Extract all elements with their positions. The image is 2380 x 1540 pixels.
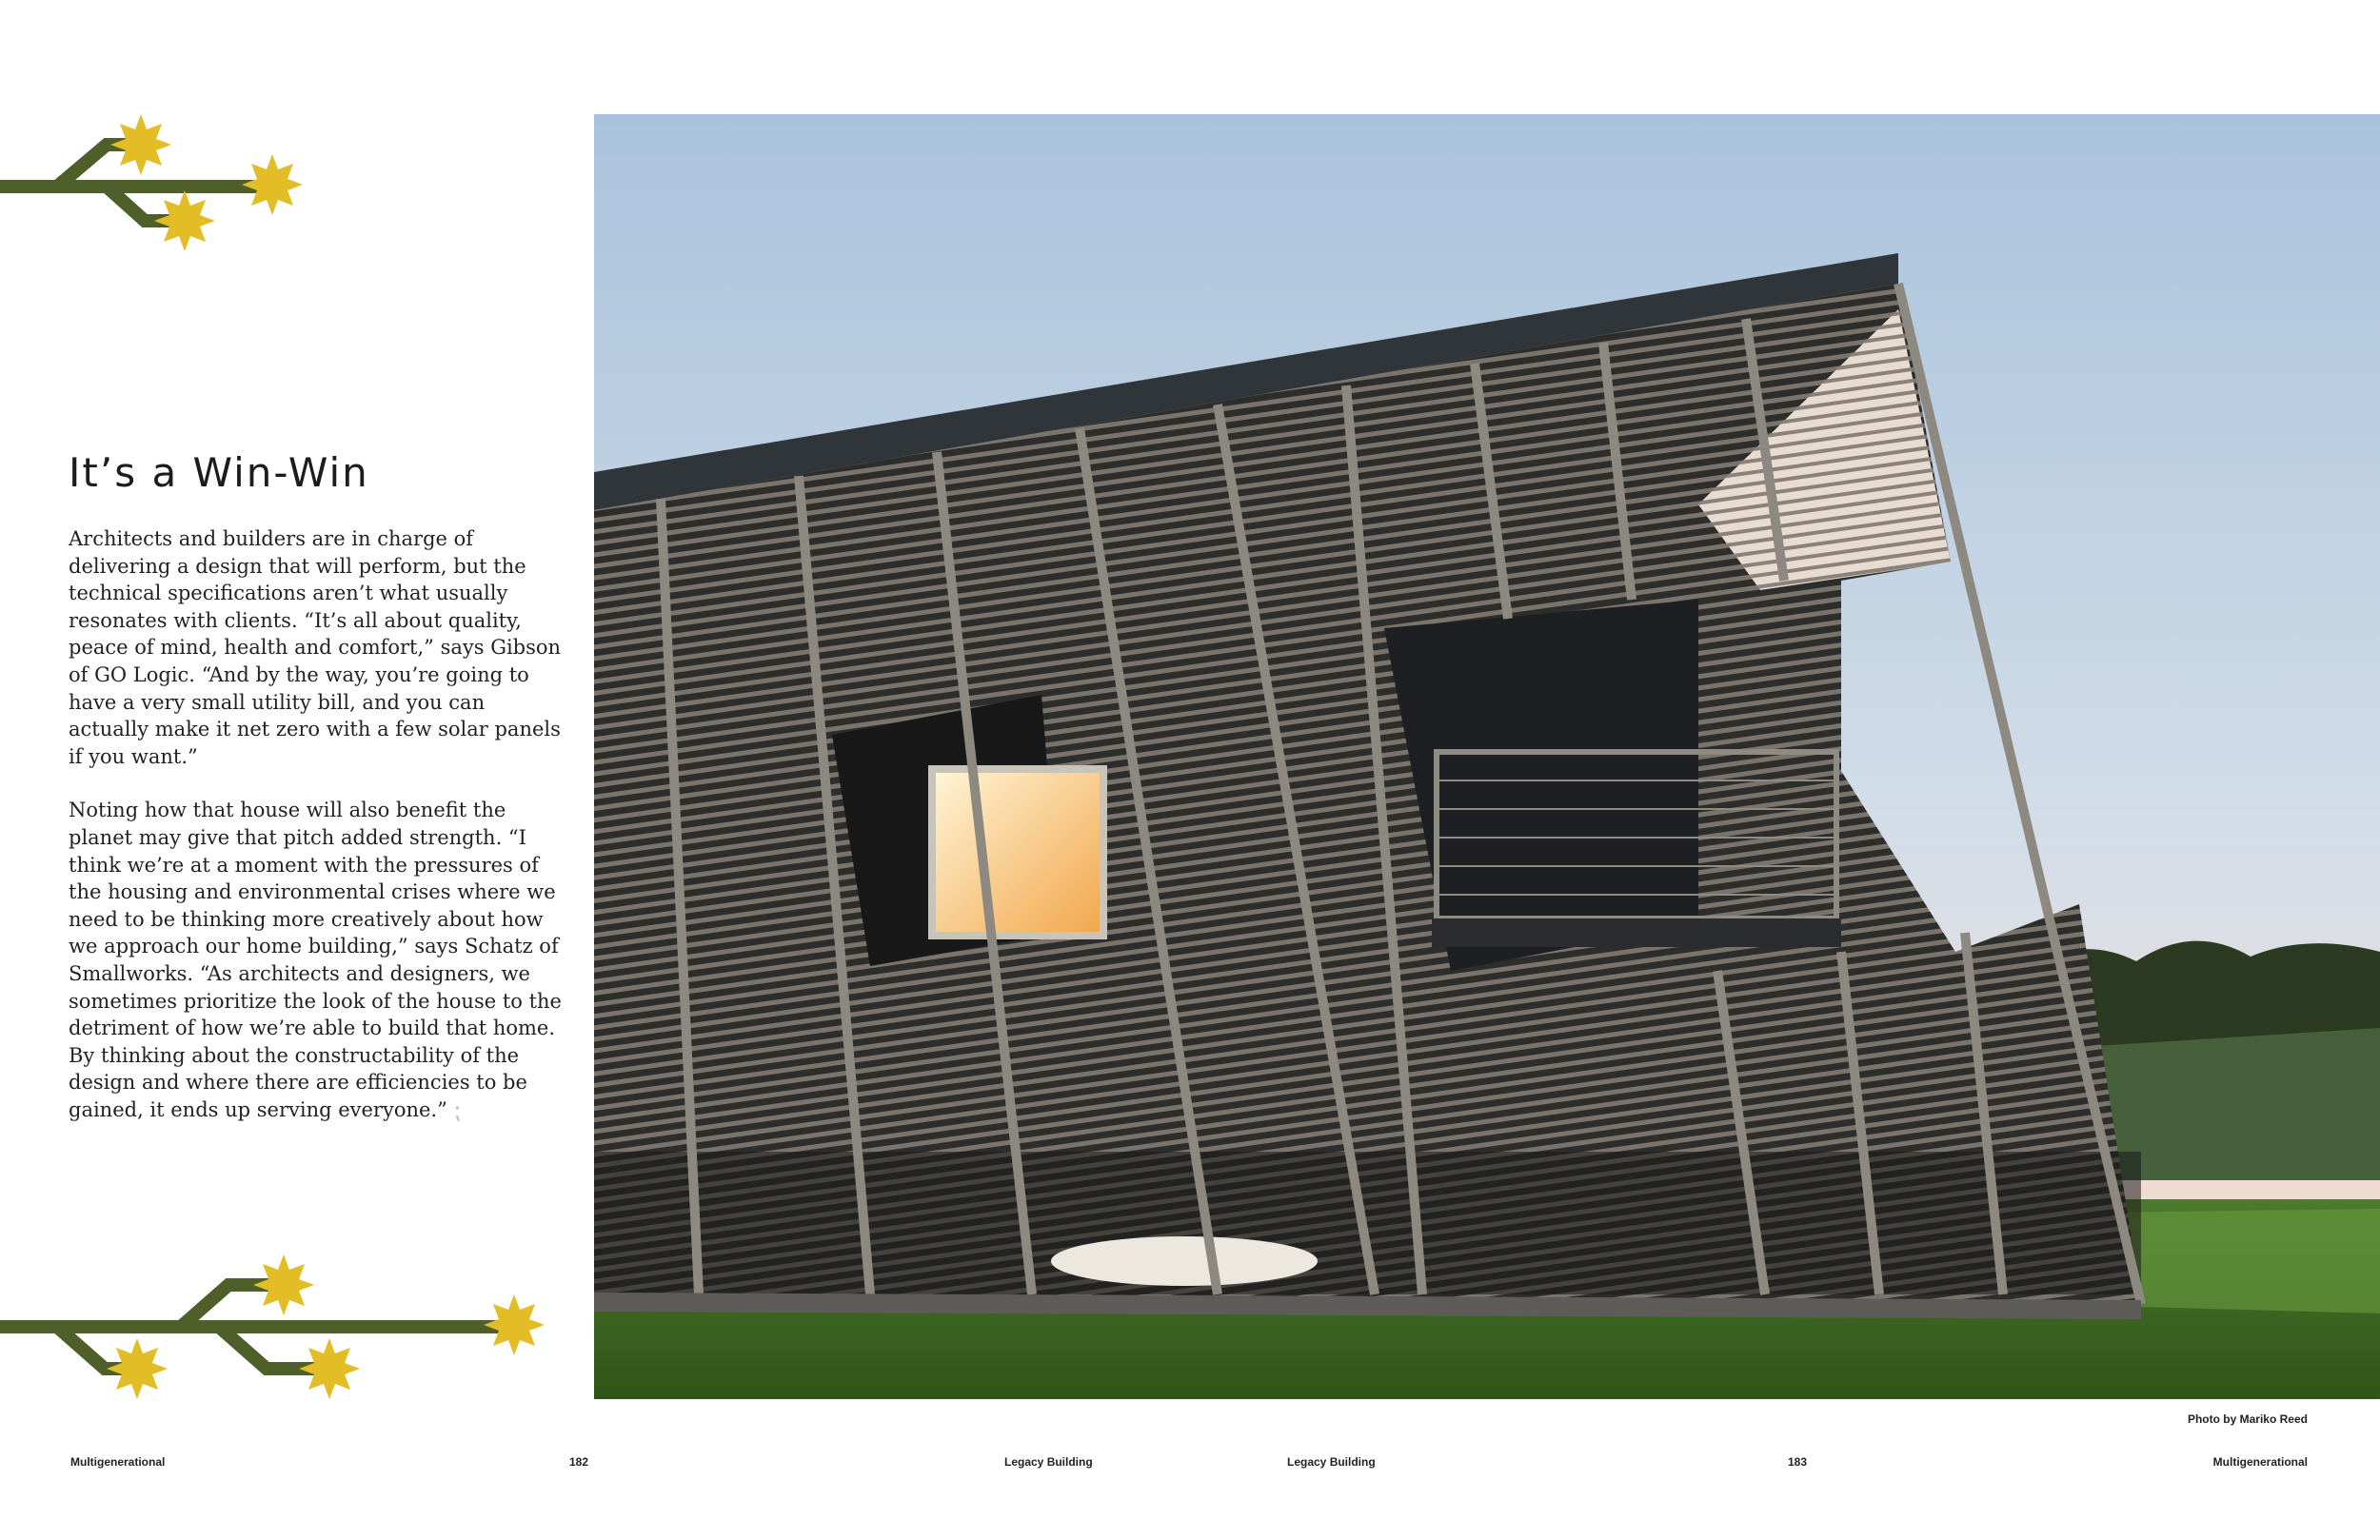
leaf-end-mark-icon: ⁏ bbox=[452, 1097, 461, 1125]
flower-icon bbox=[484, 1294, 545, 1355]
body-paragraph-last bbox=[69, 797, 564, 1124]
flower-branch-bottom-decoration bbox=[0, 1247, 562, 1409]
flower-icon bbox=[110, 114, 171, 175]
flower-icon bbox=[253, 1254, 314, 1315]
article-body bbox=[69, 525, 564, 1152]
page-number-left: 182 bbox=[569, 1455, 589, 1469]
flower-icon bbox=[107, 1338, 168, 1399]
body-paragraph: Noting how that house will also benefit the planet may give that pitch added strength. “I think we’re at a moment with the pressures of the housing and environmental crises where we need to be thinking more creatively about how we approach our home building,” says Schatz of Smallworks. “As architects and designers, we sometimes prioritize the look of the house to the detriment of how we’re able to build that home. By thinking about the constructability of the design and where there are efficiencies to be gained, it ends up serving everyone.” bbox=[69, 799, 562, 1121]
footer-right-section: Multigenerational bbox=[2212, 1455, 2308, 1469]
flower-icon bbox=[154, 190, 215, 251]
photo-credit: Photo by Mariko Reed bbox=[2187, 1412, 2308, 1426]
footer-left-running-title: Legacy Building bbox=[1004, 1455, 1093, 1469]
flower-icon bbox=[299, 1338, 360, 1399]
footer-left-section: Multigenerational bbox=[70, 1455, 166, 1469]
house-photograph bbox=[594, 114, 2380, 1399]
body-paragraph: Architects and builders are in charge of delivering a design that will perform, but the technical specifications aren’t what usually resonates with clients. “It’s all about quality, peace of mind, health and comfort,” says Gibson of GO Logic. “And by the way, you’re going to have a very small utility bill, and you can actually make it net zero with a few solar panels if you want.” bbox=[69, 527, 562, 768]
section-heading: It’s a Win-Win bbox=[69, 449, 369, 496]
flower-icon bbox=[242, 154, 303, 215]
page-number-right: 183 bbox=[1788, 1455, 1808, 1469]
flower-branch-top-decoration bbox=[0, 105, 314, 267]
footer-right-running-title: Legacy Building bbox=[1287, 1455, 1376, 1469]
